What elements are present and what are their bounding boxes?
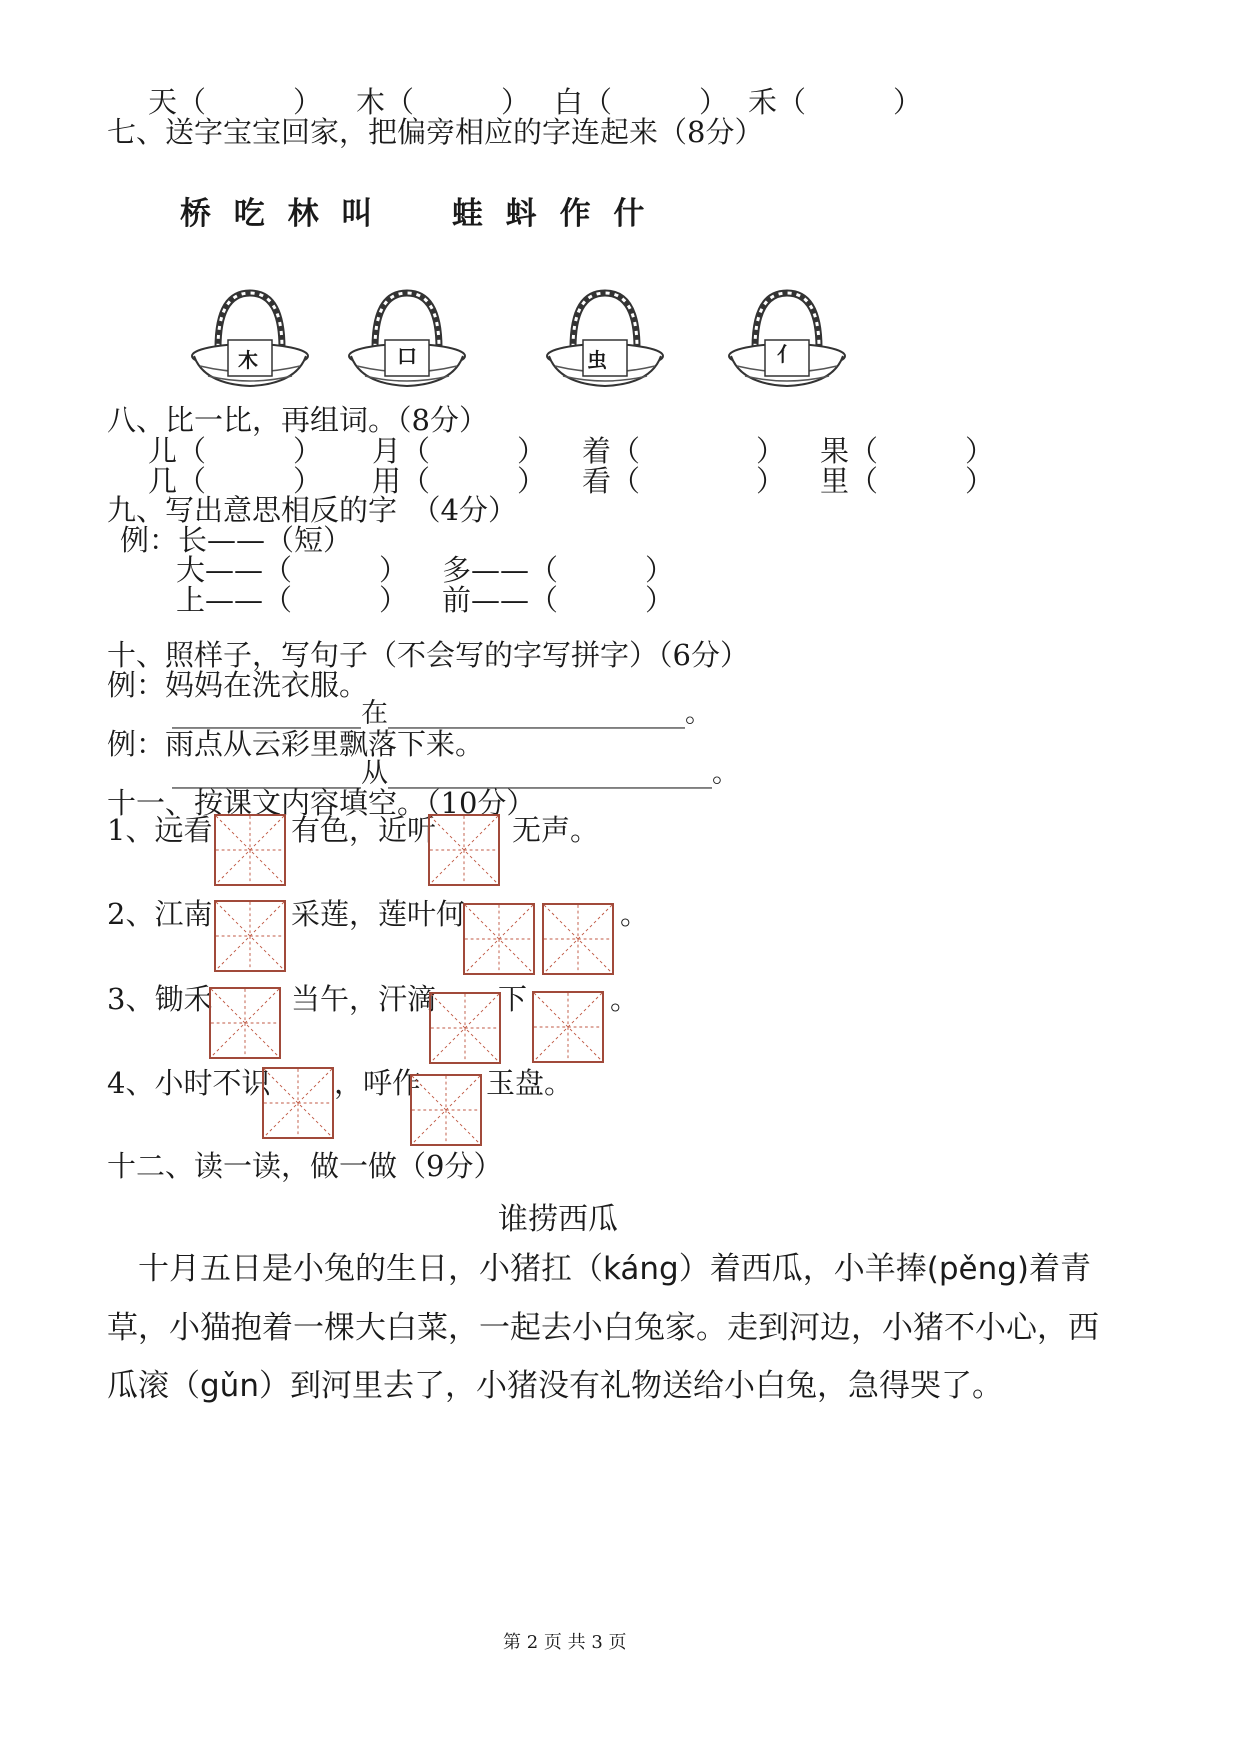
q11-l4-c: 玉盘。 — [486, 1066, 574, 1100]
q11-l1-c: 无声。 — [512, 813, 600, 847]
q10-heading: 十、照样子，写句子（不会写的字写拼字）（6分） — [107, 638, 749, 672]
q9-example: 例：长——（短） — [120, 523, 353, 557]
q11-l3-d: 。 — [610, 982, 640, 1016]
q9-r1-c2: 多——（ ） — [442, 553, 675, 587]
basket-label: 木 — [238, 348, 258, 372]
q8-r2-c1: 几（ ） — [148, 464, 323, 498]
basket-icon — [725, 288, 855, 398]
story-line-1: 十月五日是小兔的生日，小猪扛（káng）着西瓜，小羊捧(pěng)着青 — [107, 1251, 1091, 1287]
tianzige-box[interactable] — [542, 903, 614, 975]
q12-heading: 十二、读一读，做一做（9分） — [107, 1149, 503, 1183]
q8-r1-c3: 着（ ） — [582, 434, 786, 468]
tianzige-box[interactable] — [463, 903, 535, 975]
q8-r2-c2: 用（ ） — [372, 464, 547, 498]
q11-l3-a: 3、锄禾 — [107, 982, 213, 1016]
basket-label: 口 — [397, 344, 417, 368]
q10-fill1: ______________在______________________。 — [172, 698, 712, 729]
q9-r2-c2: 前——（ ） — [442, 583, 675, 617]
basket-icon — [345, 288, 475, 398]
story-title: 谁捞西瓜 — [498, 1202, 618, 1237]
tianzige-box[interactable] — [214, 900, 286, 972]
basket-icon — [543, 288, 673, 398]
tianzige-box[interactable] — [410, 1074, 482, 1146]
story-line-2: 草，小猫抱着一棵大白菜，一起去小白兔家。走到河边，小猪不小心，西 — [107, 1310, 1099, 1346]
q11-l4-a: 4、小时不识 — [107, 1066, 271, 1100]
story-line-3: 瓜滚（gǔn）到河里去了，小猪没有礼物送给小白兔，急得哭了。 — [107, 1368, 1003, 1404]
q8-r2-c4: 里（ ） — [820, 464, 995, 498]
q9-r2-c1: 上——（ ） — [176, 583, 409, 617]
q11-l2-a: 2、江南 — [107, 897, 213, 931]
tianzige-box[interactable] — [428, 814, 500, 886]
basket-icon — [188, 288, 318, 398]
q11-l3-b: 当午，汗滴 — [291, 982, 437, 1016]
q7-heading: 七、送字宝宝回家，把偏旁相应的字连起来（8分） — [107, 115, 764, 149]
top-item-tian: 天（ ） — [148, 85, 323, 119]
tianzige-box[interactable] — [429, 992, 501, 1064]
q8-r1-c4: 果（ ） — [820, 434, 995, 468]
q10-example2: 例：雨点从云彩里飘落下来。 — [107, 727, 485, 761]
q11-l2-c: 。 — [620, 897, 650, 931]
basket-label: 虫 — [587, 348, 607, 372]
q11-heading: 十一、按课文内容填空。（10分） — [107, 786, 536, 820]
q8-heading: 八、比一比，再组词。（8分） — [107, 403, 488, 437]
q7-chars-group2: 蛙 蚪 作 什 — [452, 196, 651, 232]
tianzige-box[interactable] — [262, 1067, 334, 1139]
q10-fill2: ______________从________________________。 — [172, 758, 739, 789]
top-item-he: 禾（ ） — [748, 85, 923, 119]
q11-l4-b: ，呼作 — [334, 1066, 422, 1100]
page-footer: 第 2 页 共 3 页 — [503, 1632, 627, 1653]
top-item-bai: 白（ ） — [554, 85, 729, 119]
q9-heading: 九、写出意思相反的字 （4分） — [107, 493, 517, 527]
basket-label: 亻 — [777, 342, 797, 366]
q7-chars-group1: 桥 吃 林 叫 — [180, 196, 379, 232]
q8-r1-c2: 月（ ） — [372, 434, 547, 468]
q10-example1: 例：妈妈在洗衣服。 — [107, 668, 369, 702]
tianzige-box[interactable] — [209, 987, 281, 1059]
q8-r2-c3: 看（ ） — [582, 464, 786, 498]
q11-l3-c: 下 — [498, 982, 528, 1016]
tianzige-box[interactable] — [532, 991, 604, 1063]
top-item-mu: 木（ ） — [356, 85, 531, 119]
q11-l2-b: 采莲，莲叶何 — [291, 897, 466, 931]
q11-l1-b: 有色，近听 — [291, 813, 437, 847]
q11-l1-a: 1、远看 — [107, 813, 213, 847]
q9-r1-c1: 大——（ ） — [176, 553, 409, 587]
tianzige-box[interactable] — [214, 814, 286, 886]
q8-r1-c1: 儿（ ） — [148, 434, 323, 468]
